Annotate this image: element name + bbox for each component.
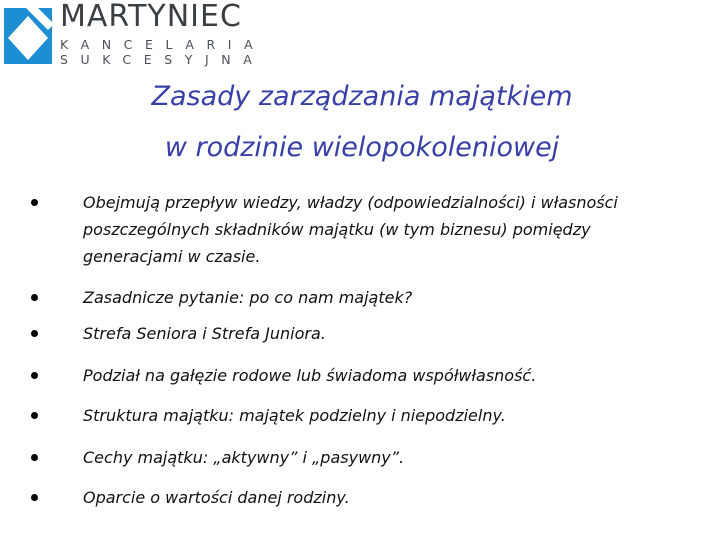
bullet-icon [31,330,38,337]
logo-text [60,0,265,67]
page-title-line-1: Zasady zarządzania majątkiem [151,81,573,112]
bullet-icon [31,199,38,206]
logo-name: MARTYNIEC [60,0,242,34]
diamond-logo-icon [2,0,54,66]
bullet-icon [31,412,38,419]
list-item-text: Podział na gałęzie rodowe lub świadoma współwłasność. [83,366,537,385]
bullet-icon [31,294,38,301]
list-item-text: Oparcie o wartości danej rodziny. [83,488,350,507]
bullet-icon [31,494,38,501]
list-item-text: Cechy majątku: „aktywny” i „pasywny”. [83,448,405,467]
list-item-text: Strefa Seniora i Strefa Juniora. [83,324,326,343]
list-item-text: Obejmują przepływ wiedzy, władzy (odpowiedzialności) i własności poszczególnych składników majątku (w tym biznesu) pomiędzy generacjami w czasie. [83,193,618,266]
bullet-icon [31,454,38,461]
list-item-text: Zasadnicze pytanie: po co nam majątek? [83,288,413,307]
list-item-text: Struktura majątku: majątek podzielny i niepodzielny. [83,406,506,425]
company-logo [2,0,265,67]
bullet-icon [31,372,38,379]
logo-subtitle-1: KANCELARIA [60,37,266,52]
logo-subtitle-2: SUKCESYJNA [60,52,265,67]
page-title-line-2: w rodzinie wielopokoleniowej [164,132,560,163]
